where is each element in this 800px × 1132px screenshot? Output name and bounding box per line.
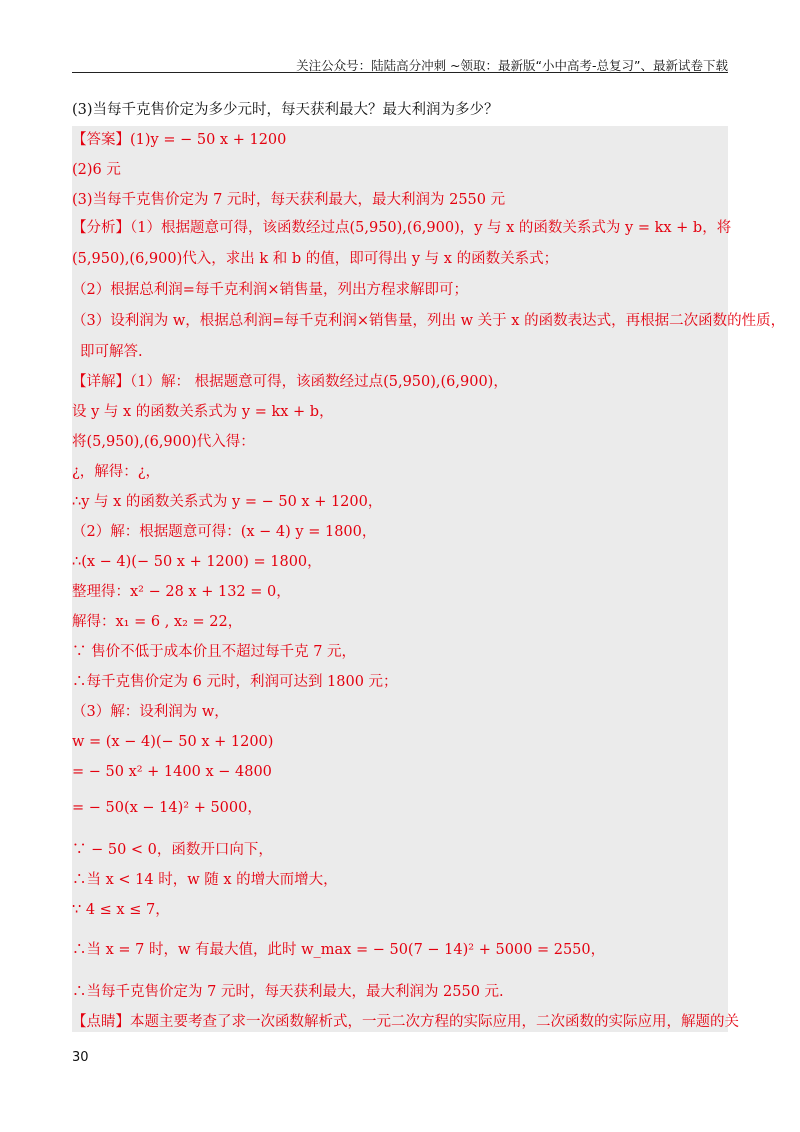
header-rule xyxy=(72,72,728,73)
detail-line-10: ∵ 售价不低于成本价且不超过每千克 7 元， xyxy=(72,644,357,660)
detail-label: 【详解】 xyxy=(72,374,130,390)
detail-line-12: （3）解：设利润为 w， xyxy=(72,704,229,720)
answer-line-1 xyxy=(72,130,728,150)
answer-label: 【答案】 xyxy=(72,132,130,148)
detail-line-6: （2）解：根据题意可得：(x − 4) y = 1800， xyxy=(72,524,377,540)
detail-line-4: ¿，解得：¿， xyxy=(72,464,161,480)
detail-line-2: 设 y 与 x 的函数关系式为 y = kx + b， xyxy=(72,404,334,420)
detail-line-15: = − 50(x − 14)² + 5000， xyxy=(72,800,262,816)
comment-label: 【点睛】 xyxy=(72,1014,130,1030)
analysis-line-3: （2）根据总利润=每千克利润×销售量，列出方程求解即可； xyxy=(72,282,469,298)
detail-text-1: （1）解： 根据题意可得，该函数经过点(5,950),(6,900)， xyxy=(130,374,508,390)
page-number: 30 xyxy=(72,1050,89,1065)
detail-line-8: 整理得：x² − 28 x + 132 = 0， xyxy=(72,584,291,600)
detail-line-14: = − 50 x² + 1400 x − 4800 xyxy=(72,764,272,780)
comment-line-1 xyxy=(72,1012,739,1032)
detail-line-16: ∵ − 50 < 0，函数开口向下， xyxy=(72,842,273,858)
answer-1: (1)y = − 50 x + 1200 xyxy=(130,132,287,148)
detail-line-13: w = (x − 4)(− 50 x + 1200) xyxy=(72,734,274,750)
comment-text-1: 本题主要考查了求一次函数解析式，一元二次方程的实际应用，二次函数的实际应用，解题的关 xyxy=(130,1014,739,1030)
detail-line-18: ∵ 4 ≤ x ≤ 7， xyxy=(72,902,170,918)
detail-line-11: ∴每千克售价定为 6 元时，利润可达到 1800 元； xyxy=(72,674,398,690)
detail-line-17: ∴当 x < 14 时，w 随 x 的增大而增大， xyxy=(72,872,338,888)
analysis-text-1: （1）根据题意可得，该函数经过点(5,950),(6,900)，y 与 x 的函数关系式为 y = kx + b，将 xyxy=(130,220,732,236)
answer-2: (2)6 元 xyxy=(72,162,121,178)
detail-line-20: ∴当每千克售价定为 7 元时，每天获利最大，最大利润为 2550 元. xyxy=(72,984,504,1000)
detail-line-19: ∴当 x = 7 时，w 有最大值，此时 w_max = − 50(7 − 14)² + 5000 = 2550， xyxy=(72,942,606,958)
detail-line-3: 将(5,950),(6,900)代入得： xyxy=(72,434,255,450)
answer-3: (3)当每千克售价定为 7 元时，每天获利最大，最大利润为 2550 元 xyxy=(72,192,506,208)
detail-line-7: ∴(x − 4)(− 50 x + 1200) = 1800， xyxy=(72,554,322,570)
analysis-label: 【分析】 xyxy=(72,220,130,236)
analysis-line-2: (5,950),(6,900)代入，求出 k 和 b 的值，即可得出 y 与 x 的函数关系式； xyxy=(72,251,559,267)
page-header: 关注公众号：陆陆高分冲刺 ~领取：最新版“小中高考-总复习”、最新试卷下载 xyxy=(296,58,728,73)
analysis-line-5: 即可解答. xyxy=(80,344,143,360)
analysis-line-4: （3）设利润为 w，根据总利润=每千克利润×销售量，列出 w 关于 x 的函数表达式，再根据二次函数的性质， xyxy=(72,313,786,329)
detail-line-9: 解得：x₁ = 6 , x₂ = 22， xyxy=(72,614,243,630)
detail-line-1 xyxy=(72,372,728,392)
analysis-line-1 xyxy=(72,218,732,238)
detail-line-5: ∴y 与 x 的函数关系式为 y = − 50 x + 1200， xyxy=(72,494,383,510)
question-text: (3)当每千克售价定为多少元时，每天获利最大？最大利润为多少？ xyxy=(72,102,499,118)
